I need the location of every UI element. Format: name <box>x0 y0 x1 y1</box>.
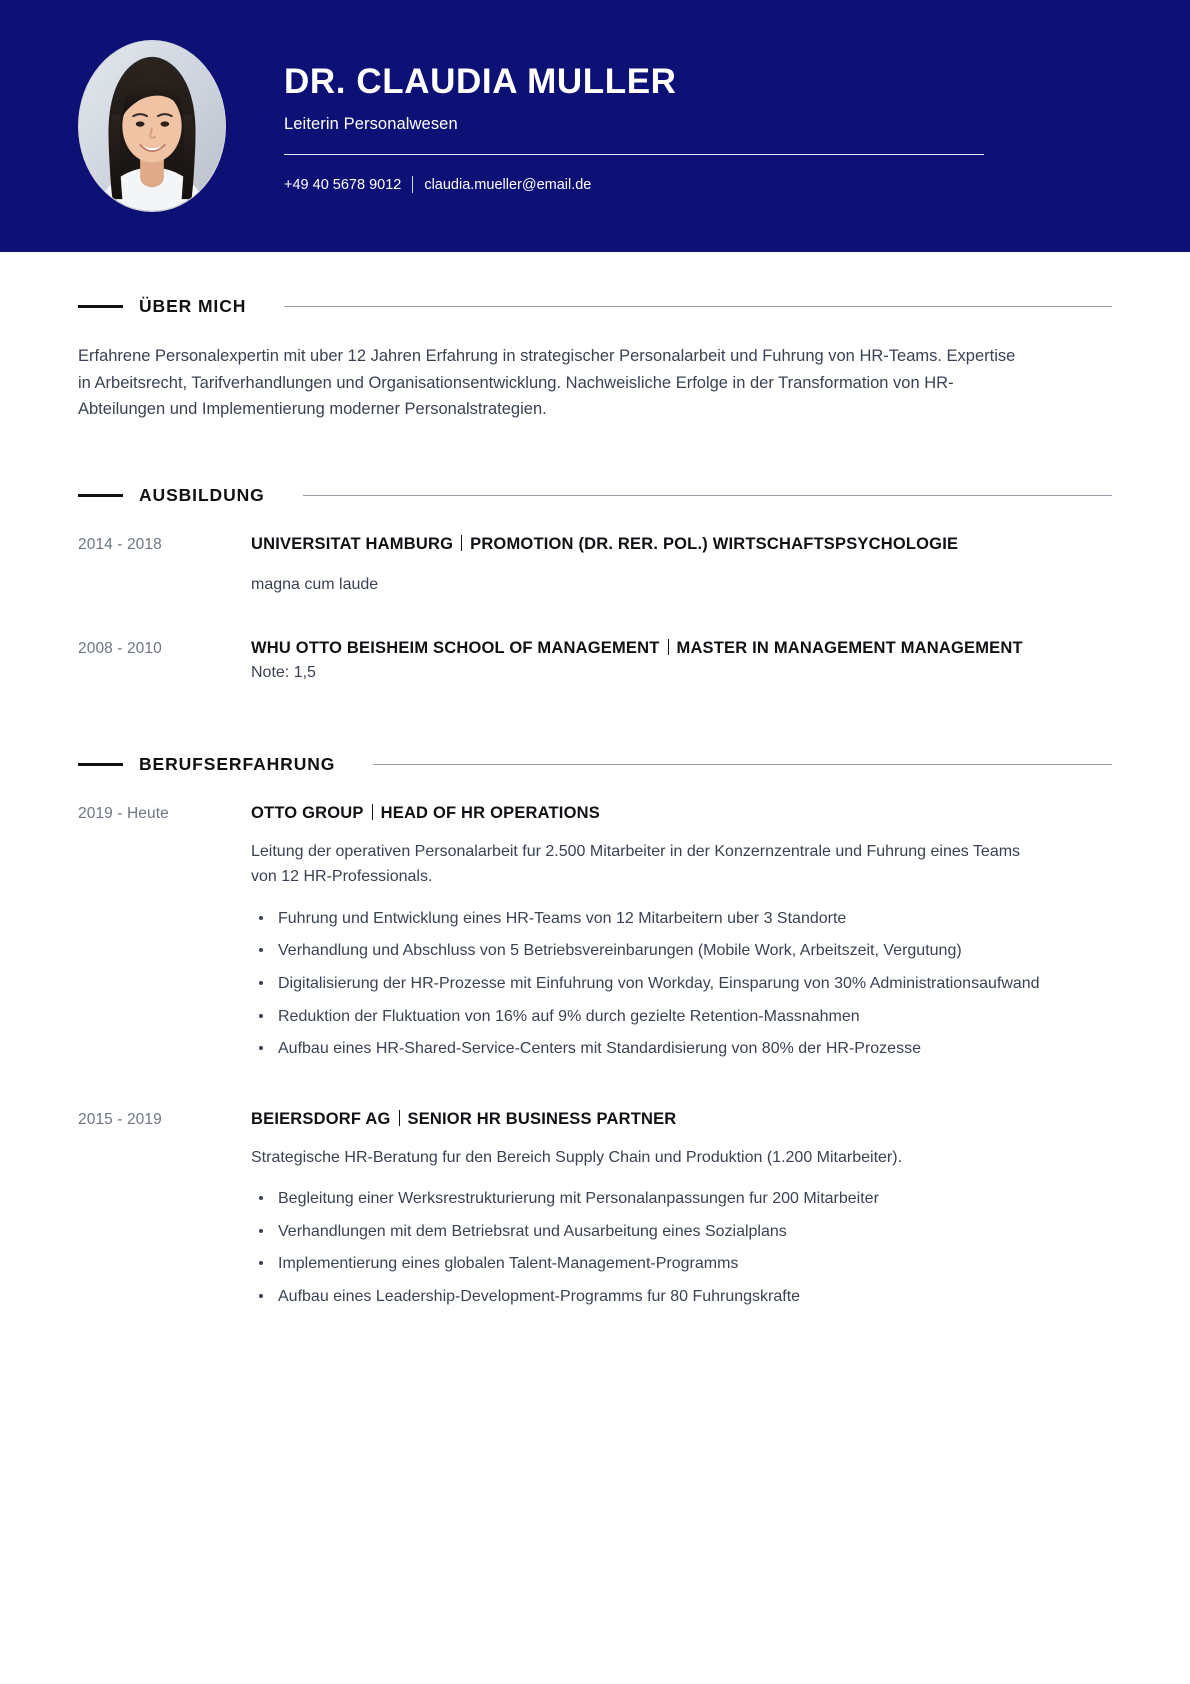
resume-body <box>0 296 1190 1317</box>
section-header-about <box>78 296 1112 317</box>
section-rule <box>284 306 1112 307</box>
experience-title <box>251 1109 1112 1131</box>
experience-company: OTTO GROUP <box>251 803 364 822</box>
resume-header <box>0 0 1190 252</box>
education-note: Note: 1,5 <box>251 664 316 682</box>
experience-date: 2019 - Heute <box>78 804 169 822</box>
section-title-about: ÜBER MICH <box>139 296 247 316</box>
experience-description: Strategische HR-Beratung fur den Bereich Supply Chain und Produktion (1.200 Mitarbeiter). <box>251 1148 903 1166</box>
experience-date: 2015 - 2019 <box>78 1110 162 1128</box>
experience-title <box>251 803 1112 825</box>
section-header-education <box>78 485 1112 506</box>
experience-bullet-list <box>251 906 1112 1062</box>
list-item: Implementierung eines globalen Talent-Management-Programms <box>251 1251 1041 1277</box>
title-separator <box>461 535 462 551</box>
list-item: Begleitung einer Werksrestrukturierung mit Personalanpassungen fur 200 Mitarbeiter <box>251 1186 1041 1212</box>
education-date: 2014 - 2018 <box>78 536 162 554</box>
experience-bullet-list <box>251 1186 1112 1309</box>
experience-role: SENIOR HR BUSINESS PARTNER <box>407 1109 677 1128</box>
phone-number[interactable]: +49 40 5678 9012 <box>284 176 402 193</box>
education-institution: WHU OTTO BEISHEIM SCHOOL OF MANAGEMENT <box>251 638 660 657</box>
education-title <box>251 638 1112 660</box>
section-rule <box>303 495 1112 496</box>
section-header-experience <box>78 754 1112 775</box>
section-title-education: AUSBILDUNG <box>139 485 265 506</box>
list-item: Reduktion der Fluktuation von 16% auf 9% durch gezielte Retention-Massnahmen <box>251 1004 1041 1030</box>
experience-entry <box>78 803 1112 1069</box>
education-date: 2008 - 2010 <box>78 639 162 657</box>
title-separator <box>399 1110 400 1126</box>
section-dash-icon <box>78 305 123 308</box>
education-entry <box>78 638 1112 686</box>
contact-row <box>284 176 984 193</box>
section-dash-icon <box>78 494 123 497</box>
experience-role: HEAD OF HR OPERATIONS <box>380 803 600 822</box>
page-title: DR. CLAUDIA MULLER <box>284 61 677 101</box>
education-content <box>251 638 1112 686</box>
experience-content <box>251 803 1112 1069</box>
list-item: Aufbau eines Leadership-Development-Programms fur 80 Fuhrungskrafte <box>251 1284 1041 1310</box>
section-rule <box>373 764 1112 765</box>
section-dash-icon <box>78 763 123 766</box>
list-item: Verhandlung und Abschluss von 5 Betriebsvereinbarungen (Mobile Work, Arbeitszeit, Vergutung) <box>251 938 1041 964</box>
experience-description: Leitung der operativen Personalarbeit fur 2.500 Mitarbeiter in der Konzernzentrale und Fuhrung eines Teams von 12 HR-Professionals. <box>251 842 1021 886</box>
section-about <box>78 296 1112 423</box>
title-separator <box>668 639 669 655</box>
experience-content <box>251 1109 1112 1317</box>
title-separator <box>372 804 373 820</box>
about-text: Erfahrene Personalexpertin mit uber 12 Jahren Erfahrung in strategischer Personalarbeit und Fuhrung von HR-Teams. Expertise in Arbeitsrecht, Tarifverhandlungen und Organisationsentwicklung. Nachweisliche Erfolge in der Transformation von HR-Abteilungen und Implementierung moderner Personalstrategien. <box>78 347 1016 419</box>
experience-entry <box>78 1109 1112 1317</box>
header-text-block <box>284 59 984 194</box>
education-institution: UNIVERSITAT HAMBURG <box>251 535 454 554</box>
list-item: Digitalisierung der HR-Prozesse mit Einfuhrung von Workday, Einsparung von 30% Administrationsaufwand <box>251 971 1041 997</box>
email-address[interactable]: claudia.mueller@email.de <box>424 176 592 193</box>
education-degree: PROMOTION (DR. RER. POL.) WIRTSCHAFTSPSYCHOLOGIE <box>470 535 959 554</box>
education-note: magna cum laude <box>251 575 379 593</box>
contact-separator <box>412 176 413 193</box>
education-content <box>251 534 1112 597</box>
list-item: Aufbau eines HR-Shared-Service-Centers mit Standardisierung von 80% der HR-Prozesse <box>251 1036 1041 1062</box>
list-item: Fuhrung und Entwicklung eines HR-Teams von 12 Mitarbeitern uber 3 Standorte <box>251 906 1041 932</box>
education-degree: MASTER IN MANAGEMENT MANAGEMENT <box>676 638 1023 657</box>
section-title-experience: BERUFSERFAHRUNG <box>139 753 336 774</box>
education-title <box>251 534 1112 556</box>
avatar <box>78 40 226 212</box>
job-title: Leiterin Personalwesen <box>284 115 458 134</box>
section-experience <box>78 754 1112 1317</box>
experience-company: BEIERSDORF AG <box>251 1109 391 1128</box>
section-education <box>78 485 1112 686</box>
header-divider <box>284 154 984 155</box>
education-entry <box>78 534 1112 597</box>
list-item: Verhandlungen mit dem Betriebsrat und Ausarbeitung eines Sozialplans <box>251 1219 1041 1245</box>
